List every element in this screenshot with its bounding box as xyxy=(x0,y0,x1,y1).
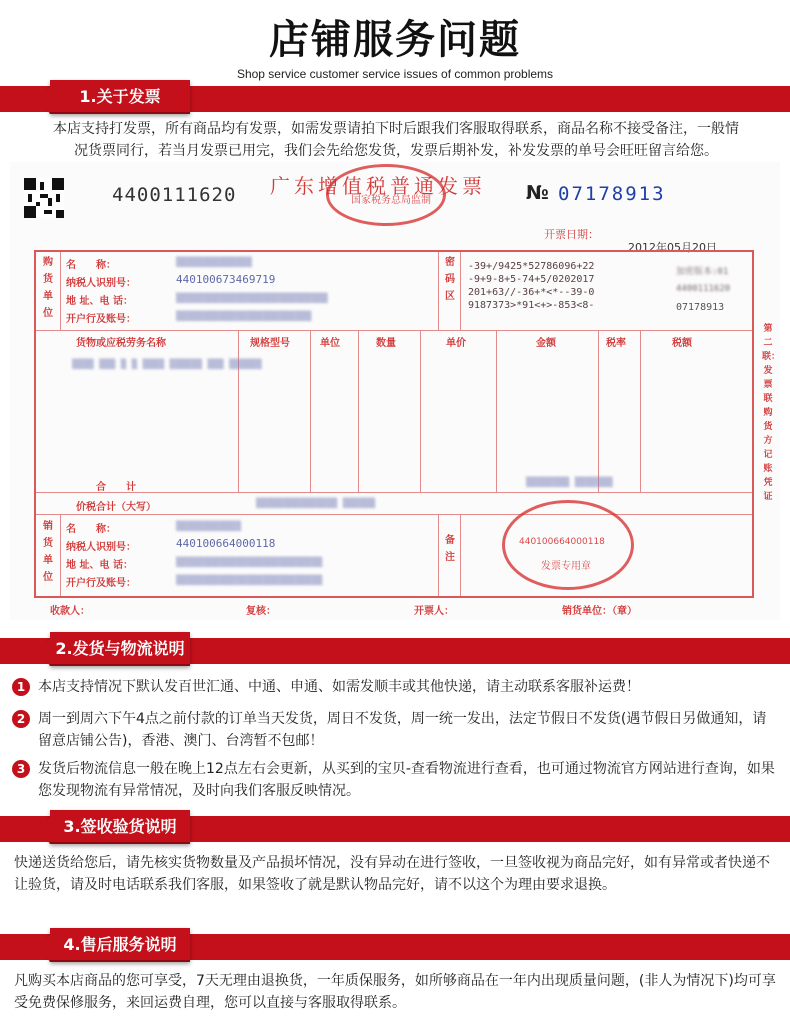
buyer-taxid-label: 纳税人识别号： xyxy=(66,278,136,289)
after-sale-notice: 凡购买本店商品的您可享受，7天无理由退换货，一年质保服务，如所够商品在一年内出现质量问题，(非人为情况下)均可享受免费保修服务，来回运费自理，您可以直接与客服取得联系。 xyxy=(14,973,776,1011)
invoice-sample xyxy=(10,162,780,620)
col-goods-name: 货物或应税劳务名称 xyxy=(76,338,166,349)
invoice-side-note: 第二联：发票联 购货方记账凭证 xyxy=(762,324,781,502)
cipher-code-ref: 4400111620 xyxy=(676,284,731,294)
invoice-code: 4400111620 xyxy=(112,184,237,206)
section-title-invoice: 1.关于发票 xyxy=(50,80,190,114)
reviewer-label: 复核： xyxy=(246,606,276,617)
buyer-taxid: 440100673469719 xyxy=(176,273,276,286)
shipping-item-3-number: 3 xyxy=(12,760,30,778)
buyer-name-blurred: ▒▒▒▒▒▒▒▒▒▒▒▒▒▒ xyxy=(176,258,252,268)
invoice-number-label: № xyxy=(526,182,549,204)
page-title: 店铺服务问题 xyxy=(269,17,521,63)
qr-code-icon xyxy=(24,178,64,218)
invoice-date: 2012年05月20日 xyxy=(628,241,717,254)
seller-stamp-label: 发票专用章 xyxy=(541,561,591,572)
shipping-item-1-text: 本店支持情况下默认发百世汇通、中通、申通、如需发顺丰或其他快递，请主动联系客服补运费！ xyxy=(38,679,640,695)
seller-bank-label: 开户行及账号： xyxy=(66,578,136,589)
section-band-receipt xyxy=(0,816,790,842)
drawer-label: 开票人： xyxy=(414,606,454,617)
seller-address-label: 地 址、电 话： xyxy=(66,560,133,571)
shipping-item-2-text: 周一到周六下午4点之前付款的订单当天发货，周日不发货，周一统一发出，法定节假日不发货(遇节假日另做通知，请留意店铺公告)，香港、澳门、台湾暂不包邮！ xyxy=(38,711,767,749)
section-band-shipping xyxy=(0,638,790,664)
col-qty: 数量 xyxy=(376,338,396,349)
shipping-item-3-text: 发货后物流信息一般在晚上12点左右会更新，从买到的宝贝-查看物流进行查看，也可通过物流官方网站进行查询，如果您发现物流有异常情况，及时向我们客服反映情况。 xyxy=(38,761,775,799)
invoice-notice xyxy=(18,118,774,162)
receipt-notice: 快递送货给您后，请先核实货物数量及产品损坏情况，没有异动在进行签收，一旦签收视为商品完好，如有异常或者快递不让验货，请及时电话联系我们客服，如果签收了就是默认物品完好，请不以这个为理由要求退换。 xyxy=(14,855,770,893)
col-spec: 规格型号 xyxy=(250,338,290,349)
section-band-invoice xyxy=(0,86,790,112)
invoice-notice-line1: 本店支持打发票，所有商品均有发票，如需发票请拍下时后跟我们客服取得联系，商品名称不接受备注，一般情 xyxy=(53,121,739,137)
buyer-bank-blurred: ▒▒▒▒▒▒▒▒▒▒▒▒▒▒▒▒▒▒▒▒▒▒▒▒▒ xyxy=(176,312,312,322)
item-row-blurred: ▒▒▒▒ ▒▒▒ ▒ ▒ ▒▒▒▒ ▒▒▒▒▒▒ ▒▒▒ ▒▒▒▒▒▒ xyxy=(72,360,262,370)
shipping-item-1-number: 1 xyxy=(12,678,30,696)
seller-name-label: 名 称： xyxy=(66,524,116,535)
shipping-item-1 xyxy=(12,676,778,698)
col-rate: 税率 xyxy=(606,338,626,349)
section-title-after-sale: 4.售后服务说明 xyxy=(50,928,190,962)
seller-address-blurred: ▒▒▒▒▒▒▒▒▒▒▒▒▒▒▒▒▒▒▒▒▒▒▒▒▒▒▒ xyxy=(176,558,323,568)
cipher-side-label: 密码区 xyxy=(445,257,455,302)
buyer-address-blurred: ▒▒▒▒▒▒▒▒▒▒▒▒▒▒▒▒▒▒▒▒▒▒▒▒▒▒▒▒ xyxy=(176,294,328,304)
seller-taxid-label: 纳税人识别号： xyxy=(66,542,136,553)
remark-side-label: 备注 xyxy=(445,535,455,563)
page-subtitle: Shop service customer service issues of common problems xyxy=(236,67,554,81)
seller-bank-blurred: ▒▒▒▒▒▒▒▒▒▒▒▒▒▒▒▒▒▒▒▒▒▒▒▒▒▒▒ xyxy=(176,576,323,586)
shipping-item-2 xyxy=(12,708,778,752)
seller-stamp xyxy=(502,500,634,590)
tax-bureau-stamp-text: 国家税务总局监制 xyxy=(351,195,431,206)
cipher-code: -39+/9425*52786096+22 -9+9-8+5-74+5/0202017 201+63//-36+*<*--39-0 9187373>*91<+>-853<8- xyxy=(468,261,595,311)
total-words-blurred: ▒▒▒▒▒▒▒▒▒▒▒▒▒▒▒ ▒▒▒▒▒▒ xyxy=(256,499,376,509)
invoice-notice-line2: 况货票同行，若当月发票已用完，我们会先给您发货，发票后期补发，补发发票的单号会旺旺留言给您。 xyxy=(74,143,718,159)
section-title-shipping: 2.发货与物流说明 xyxy=(50,632,190,666)
payee-label: 收款人： xyxy=(50,606,90,617)
invoice-number: 07178913 xyxy=(558,183,666,205)
section-band-after-sale xyxy=(0,934,790,960)
seller-seal-label: 销货单位：（章） xyxy=(562,606,637,617)
buyer-bank-label: 开户行及账号： xyxy=(66,314,136,325)
shipping-item-3 xyxy=(12,758,778,802)
col-amount: 金额 xyxy=(536,338,556,349)
buyer-address-label: 地 址、电 话： xyxy=(66,296,133,307)
buyer-side-label: 购货单位 xyxy=(43,257,53,319)
seller-taxid: 440100664000118 xyxy=(176,537,276,550)
buyer-name-label: 名 称： xyxy=(66,260,116,271)
seller-side-label: 销货单位 xyxy=(43,521,53,583)
col-unit: 单位 xyxy=(320,338,340,349)
total-label: 合 计 xyxy=(96,482,136,493)
invoice-title: 广东增值税普通发票 xyxy=(270,174,486,198)
total-amount-blurred: ▒▒▒▒▒▒▒▒ ▒▒▒▒▒▒▒ xyxy=(526,478,613,488)
col-price: 单价 xyxy=(446,338,466,349)
seller-stamp-id: 440100664000118 xyxy=(519,537,605,547)
page-header xyxy=(0,0,790,81)
section-title-receipt: 3.签收验货说明 xyxy=(50,810,190,844)
invoice-table xyxy=(34,250,754,598)
invoice-date-label: 开票日期： xyxy=(544,228,599,241)
total-words-label: 价税合计（大写） xyxy=(76,502,156,513)
shipping-item-2-number: 2 xyxy=(12,710,30,728)
col-tax: 税额 xyxy=(672,338,692,349)
seller-name-blurred: ▒▒▒▒▒▒▒▒▒▒▒▒ xyxy=(176,522,242,532)
cipher-number-ref: 07178913 xyxy=(676,302,725,313)
cipher-version: 加密版本:01 xyxy=(676,267,729,277)
tax-bureau-stamp xyxy=(326,164,446,226)
